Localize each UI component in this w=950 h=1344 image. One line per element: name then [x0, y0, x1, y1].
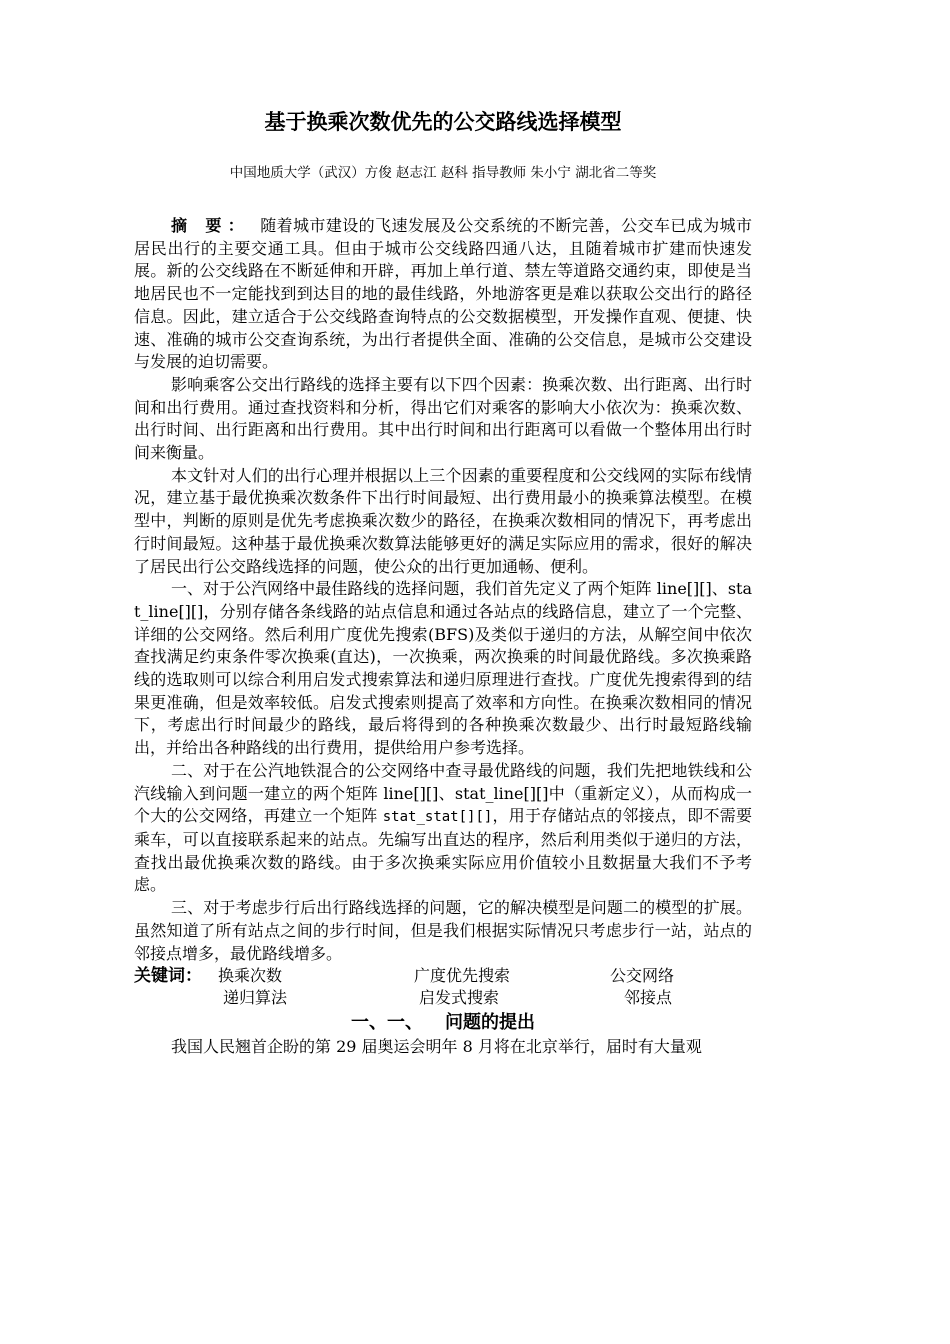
paper-title: 基于换乘次数优先的公交路线选择模型	[264, 110, 622, 134]
abstract-text-5b: ，用于存储站点的邻接点，即不需要乘车，可以直接联系起来的站点。先编写出直达的程序，然后利用类似于递归的方法，查找出最优换乘次数的路线。由于多次换乘实际应用价值较小且数据量大我们不予考虑。	[134, 806, 752, 895]
paper-body	[134, 215, 752, 1059]
keyword-item: 广度优先搜索	[414, 966, 511, 986]
keywords-block	[134, 965, 752, 1009]
abstract-paragraph-4: 一、对于公汽网络中最佳路线的选择问题，我们首先定义了两个矩阵 line[][]、stat_line[][]，分别存储各条线路的站点信息和通过各站点的线路信息，建立了一个完整、详细的公交网络。然后利用广度优先搜索(BFS)及类似于递归的方法，从解空间中依次查找满足约束条件零次换乘(直达)，一次换乘，两次换乘的时间最优路线。多次换乘路线的选取则可以综合利用启发式搜索算法和递归原理进行查找。广度优先搜索得到的结果更准确，但是效率较低。启发式搜索则提高了效率和方向性。在换乘次数相同的情况下，考虑出行时间最少的路线，最后将得到的各种换乘次数最少、出行时最短路线输出，并给出各种路线的出行费用，提供给用户参考选择。	[134, 579, 752, 758]
keywords-label: 关键词：	[134, 966, 202, 987]
keyword-item: 公交网络	[610, 966, 675, 986]
abstract-text-5a: 二、对于在公汽地铁混合的公交网络中查寻最优路线的问题，我们先把地铁线和公汽线输入到问题一建立的两个矩阵 line[][]、stat_line[][]中（重新定义），从而构成一个大的公交网络，再建立一个矩阵	[134, 760, 752, 826]
code-matrix-name: stat_stat[][]	[382, 809, 493, 826]
abstract-paragraph-1	[134, 215, 752, 374]
abstract-paragraph-5	[134, 760, 752, 897]
abstract-paragraph-3: 本文针对人们的出行心理并根据以上三个因素的重要程度和公交线网的实际布线情况，建立基于最优换乘次数条件下出行时间最短、出行费用最小的换乘算法模型。在模型中，判断的原则是优先考虑换乘次数少的路径，在换乘次数相同的情况下，再考虑出行时间最短。这种基于最优换乘次数算法能够更好的满足实际应用的需求，很好的解决了居民出行公交路线选择的问题，使公众的出行更加通畅、便利。	[134, 465, 752, 576]
section-number: 一、一、	[351, 1012, 423, 1034]
section-heading	[134, 1010, 752, 1036]
abstract-paragraph-2: 影响乘客公交出行路线的选择主要有以下四个因素：换乘次数、出行距离、出行时间和出行费用。通过查找资料和分析，得出它们对乘客的影响大小依次为：换乘次数、出行时间、出行距离和出行费用。其中出行时间和出行距离可以看做一个整体用出行时间来衡量。	[134, 374, 752, 463]
section-title: 问题的提出	[445, 1012, 535, 1034]
keyword-item: 递归算法	[223, 988, 288, 1008]
keyword-item: 邻接点	[624, 988, 673, 1008]
abstract-label: 摘 要：	[171, 216, 251, 235]
section-paragraph-1: 我国人民翘首企盼的第 29 届奥运会明年 8 月将在北京举行，届时有大量观	[171, 1037, 702, 1057]
author-line: 中国地质大学（武汉）方俊 赵志江 赵科 指导教师 朱小宁 湖北省二等奖	[229, 165, 657, 181]
keyword-item: 换乘次数	[218, 966, 283, 986]
abstract-text-1: 随着城市建设的飞速发展及公交系统的不断完善，公交车已成为城市居民出行的主要交通工具。但由于城市公交线路四通八达，且随着城市扩建而快速发展。新的公交线路在不断延伸和开辟，再加上单行道、禁左等道路交通约束，即使是当地居民也不一定能找到到达目的地的最佳线路，外地游客更是难以获取公交出行的路径信息。因此，建立适合于公交线路查询特点的公交数据模型，开发操作直观、便捷、快速、准确的城市公交查询系统，为出行者提供全面、准确的公交信息，是城市公交建设与发展的迫切需要。	[134, 216, 752, 372]
abstract-paragraph-6: 三、对于考虑步行后出行路线选择的问题，它的解决模型是问题二的模型的扩展。虽然知道了所有站点之间的步行时间，但是我们根据实际情况只考虑步行一站，站点的邻接点增多，最优路线增多。	[134, 898, 752, 963]
keyword-item: 启发式搜索	[419, 988, 500, 1008]
